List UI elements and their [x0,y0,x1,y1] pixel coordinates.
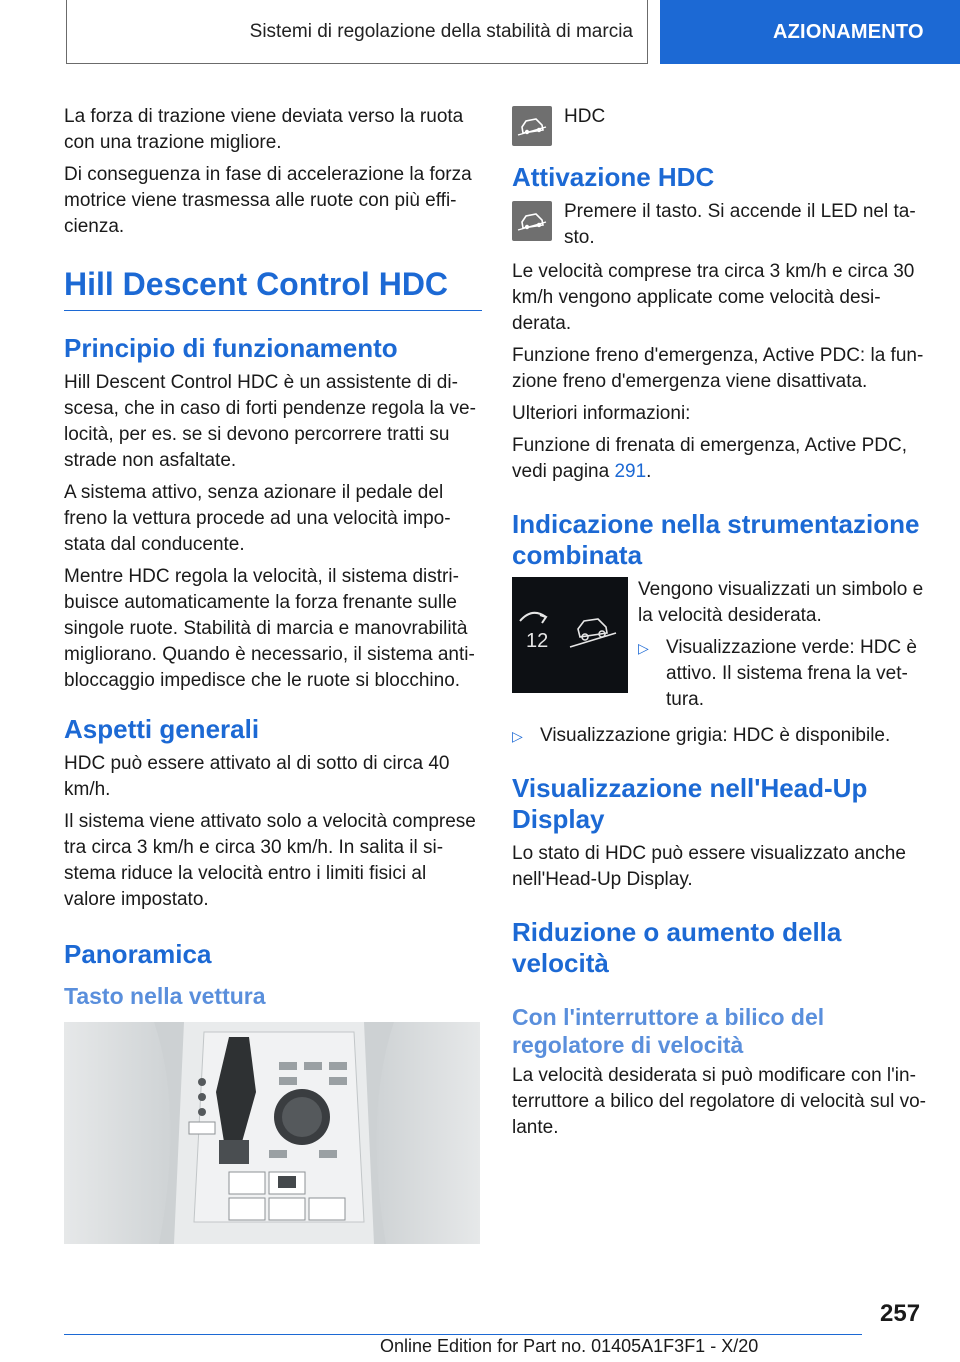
minor-heading: Con l'interruttore a bilico del regolatore di velocità [512,1004,825,1058]
subsection-heading: Indicazione nella strumentazione combinata [512,509,920,570]
activation-instruction [512,199,926,251]
bullet-item [512,723,926,749]
subsection-heading: Riduzione o aumento della velocità [512,917,842,978]
subsection-heading: Attivazione HDC [512,162,715,192]
hdc-button-legend [512,104,926,146]
chapter-title: AZIONAMENTO [773,20,924,43]
paragraph: Funzione freno d'emergenza, Active PDC: la funzione freno d'emergenza viene disattivata. [512,345,924,392]
left-column [64,104,482,1244]
paragraph: Lo stato di HDC può essere visualizzato anche nell'Head-Up Display. [512,843,906,890]
cluster-description [638,577,926,719]
paragraph: Mentre HDC regola la velocità, il sistema distribuisce automaticamente la forza frenante sulle singole ruote. Stabilità di marcia e manovrabilità migliorano. Quando è necessario, il sistema antibloccaggio impedisce che le ruote si blocchino. [64,566,475,691]
set-speed-value: 12 [526,630,549,652]
page-number: 257 [880,1300,921,1327]
triangle-bullet-icon: ▷ [638,640,649,656]
paragraph: Premere il tasto. Si accende il LED nel tasto. [564,201,916,248]
cross-reference-text: Funzione di frenata di emergenza, Active PDC, vedi pagina [512,435,907,482]
console-illustration [64,1022,480,1244]
subsection-heading: Visualizzazione nell'Head-Up Display [512,773,868,834]
subsection-heading: Aspetti generali [64,714,260,744]
hdc-car-slope-icon [512,106,552,146]
section-heading: Hill Descent Control HDC [64,264,482,311]
paragraph: A sistema attivo, senza azionare il pedale del freno la vettura procede ad una velocità impostata dal conducente. [64,482,451,555]
right-column [512,104,926,1147]
page-link[interactable]: 291 [614,461,647,482]
subsection-heading: Principio di funzionamento [64,333,398,363]
center-console-photo [64,1022,480,1244]
paragraph: Il sistema viene attivato solo a velocità comprese tra circa 3 km/h e circa 30 km/h. In salita il sistema riduce la velocità entro i limiti fisici al valore impostato. [64,811,476,910]
paragraph: Ulteriori informazioni: [512,403,691,424]
instrument-cluster-image [512,577,628,693]
header-section-title [66,0,648,64]
paragraph: Le velocità comprese tra circa 3 km/h e circa 30 km/h vengono applicate come velocità desiderata. [512,261,915,334]
bullet-text: Visualizzazione grigia: HDC è disponibile. [540,725,891,746]
header-chapter-tab[interactable] [660,0,960,64]
paragraph: La forza di trazione viene deviata verso la ruota con una trazione migliore. [64,106,464,153]
subsection-heading: Panoramica [64,939,212,969]
bullet-text: Visualizzazione verde: HDC è attivo. Il sistema frena la vettura. [666,637,917,710]
footer-edition: Online Edition for Part no. 01405A1F3F1 - X/20 [380,1336,759,1356]
paragraph [512,433,926,485]
paragraph: Hill Descent Control HDC è un assistente di discesa, che in caso di forti pendenze regola la velocità, per es. se si devono percorrere tratti su strade non asfaltate. [64,372,476,471]
footer-divider [64,1334,862,1335]
minor-heading: Tasto nella vettura [64,983,266,1009]
hdc-car-slope-icon [512,201,552,241]
triangle-bullet-icon: ▷ [512,728,523,744]
instrument-cluster-display [512,577,926,719]
paragraph: La velocità desiderata si può modificare con l'interruttore a bilico del regolatore di velocità sul volante. [512,1065,926,1138]
section-title: Sistemi di regolazione della stabilità di marcia [249,20,633,42]
paragraph: Vengono visualizzati un simbolo e la velocità desiderata. [638,579,924,626]
punctuation: . [646,461,652,482]
icon-label: HDC [564,106,606,127]
paragraph: HDC può essere attivato al di sotto di circa 40 km/h. [64,753,450,800]
bullet-item [638,635,926,713]
paragraph: Di conseguenza in fase di accelerazione la forza motrice viene trasmessa alle ruote con più efficienza. [64,164,472,237]
